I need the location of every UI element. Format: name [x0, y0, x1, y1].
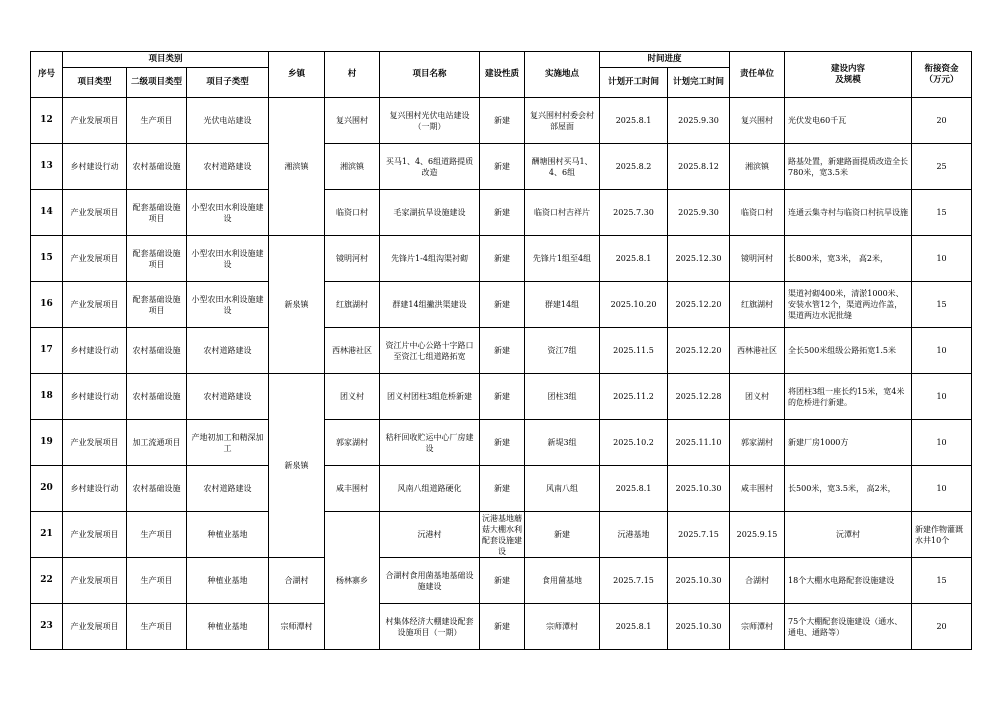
- cell-start: 2025.10.2: [600, 420, 668, 466]
- cell-no: 16: [31, 282, 63, 328]
- cell-type: 乡村建设行动: [63, 144, 127, 190]
- cell-name: 群建14组撇洪渠建设: [380, 282, 480, 328]
- cell-start: 2025.7.15: [668, 512, 730, 558]
- cell-content: 光伏发电60千瓦: [785, 98, 912, 144]
- table-row: [31, 236, 972, 282]
- cell-town: 杨林寨乡: [325, 512, 380, 650]
- cell-village: 复兴围村: [325, 98, 380, 144]
- cell-content: 75个大棚配套设施建设（通水、通电、通路等）: [785, 604, 912, 650]
- project-table: [30, 51, 972, 650]
- cell-no: 19: [31, 420, 63, 466]
- cell-name: 合湖村食用菌基地基础设施建设: [380, 558, 480, 604]
- cell-site: 团柱3组: [525, 374, 600, 420]
- cell-nature: 新建: [525, 512, 600, 558]
- cell-no: 13: [31, 144, 63, 190]
- header-end: 计划完工时间: [668, 68, 730, 98]
- cell-nature: 新建: [480, 236, 525, 282]
- cell-nature: 新建: [480, 282, 525, 328]
- header-second-type: 二级项目类型: [127, 68, 187, 98]
- cell-site: 复兴围村村委会村部屋面: [525, 98, 600, 144]
- cell-no: 17: [31, 328, 63, 374]
- cell-second-type: 配套基础设施项目: [127, 190, 187, 236]
- table-row: [31, 374, 972, 420]
- cell-site: 沅港基地: [600, 512, 668, 558]
- cell-end: 2025.9.15: [730, 512, 785, 558]
- cell-content: 18个大棚水电路配套设施建设: [785, 558, 912, 604]
- cell-end: 2025.12.20: [668, 328, 730, 374]
- cell-end: 2025.8.12: [668, 144, 730, 190]
- cell-sub-type: 小型农田水利设施建设: [187, 190, 269, 236]
- cell-nature: 新建: [480, 466, 525, 512]
- cell-start: 2025.11.2: [600, 374, 668, 420]
- header-category: 项目类别: [63, 52, 269, 68]
- cell-start: 2025.8.1: [600, 466, 668, 512]
- cell-end: 2025.12.30: [668, 236, 730, 282]
- cell-end: 2025.11.10: [668, 420, 730, 466]
- header-unit: 责任单位: [730, 52, 785, 98]
- header-sub-type: 项目子类型: [187, 68, 269, 98]
- cell-no: 20: [31, 466, 63, 512]
- cell-site: 临资口村吉祥片: [525, 190, 600, 236]
- cell-no: 23: [31, 604, 63, 650]
- cell-no: 15: [31, 236, 63, 282]
- cell-end: 2025.9.30: [668, 98, 730, 144]
- cell-town: 新泉镇: [269, 374, 325, 558]
- table-row: [31, 604, 972, 650]
- cell-sub-type: 农村道路建设: [187, 374, 269, 420]
- header-no: 序号: [31, 52, 63, 98]
- cell-fund: 25: [912, 144, 972, 190]
- cell-village: 团义村: [325, 374, 380, 420]
- cell-content: 渠道衬砌400米，清淤1000米、安装水管12个，渠道两边作盖，渠道两边水泥批缝: [785, 282, 912, 328]
- cell-village: 西林港社区: [325, 328, 380, 374]
- cell-village: 郭家湖村: [325, 420, 380, 466]
- cell-name: 秸秆回收贮运中心厂房建设: [380, 420, 480, 466]
- cell-type: 产业发展项目: [63, 190, 127, 236]
- cell-nature: 新建: [480, 190, 525, 236]
- cell-village: 合湖村: [269, 558, 325, 604]
- cell-content: 新建作物灌溉水井10个: [912, 512, 972, 558]
- cell-name: 复兴围村光伏电站建设（一期）: [380, 98, 480, 144]
- cell-unit: 合湖村: [730, 558, 785, 604]
- cell-end: 2025.10.30: [668, 466, 730, 512]
- cell-nature: 新建: [480, 420, 525, 466]
- cell-site: 宗师潭村: [525, 604, 600, 650]
- cell-fund: 20: [912, 98, 972, 144]
- cell-fund: 15: [912, 558, 972, 604]
- cell-content: 路基处置，新建路面提质改造全长780米，宽3.5米: [785, 144, 912, 190]
- cell-no: 14: [31, 190, 63, 236]
- cell-unit: 临资口村: [730, 190, 785, 236]
- header-nature: 建设性质: [480, 52, 525, 98]
- cell-town: 湘滨镇: [269, 98, 325, 236]
- cell-fund: 15: [912, 282, 972, 328]
- table-row: [31, 466, 972, 512]
- cell-start: 2025.7.15: [600, 558, 668, 604]
- cell-nature: 新建: [480, 558, 525, 604]
- cell-second-type: 农村基础设施: [127, 144, 187, 190]
- cell-fund: 10: [912, 374, 972, 420]
- cell-content: 将团柱3组一座长约15米，宽4米的危桥进行新建。: [785, 374, 912, 420]
- cell-unit: 团义村: [730, 374, 785, 420]
- cell-second-type: 农村基础设施: [127, 466, 187, 512]
- header-content-line1: 建设内容: [831, 63, 866, 74]
- cell-name: 风南八组道路硬化: [380, 466, 480, 512]
- cell-site: 酬塘围村买马1、4、6组: [525, 144, 600, 190]
- cell-fund: 10: [912, 420, 972, 466]
- cell-village: 红旗湖村: [325, 282, 380, 328]
- cell-start: 2025.8.1: [600, 604, 668, 650]
- cell-no: 21: [31, 512, 63, 558]
- cell-second-type: 加工流通项目: [127, 420, 187, 466]
- cell-second-type: 生产项目: [127, 558, 187, 604]
- cell-nature: 新建: [480, 98, 525, 144]
- cell-nature: 新建: [480, 144, 525, 190]
- cell-sub-type: 种植业基地: [187, 512, 269, 558]
- header-type: 项目类型: [63, 68, 127, 98]
- cell-sub-type: 产地初加工和精深加工: [187, 420, 269, 466]
- cell-type: 产业发展项目: [63, 420, 127, 466]
- table-row: [31, 190, 972, 236]
- cell-type: 产业发展项目: [63, 558, 127, 604]
- cell-end: 2025.9.30: [668, 190, 730, 236]
- cell-start: 2025.11.5: [600, 328, 668, 374]
- header-start: 计划开工时间: [600, 68, 668, 98]
- cell-start: 2025.7.30: [600, 190, 668, 236]
- cell-no: 18: [31, 374, 63, 420]
- cell-village: 咸丰围村: [325, 466, 380, 512]
- cell-start: 2025.8.2: [600, 144, 668, 190]
- cell-type: 产业发展项目: [63, 512, 127, 558]
- cell-sub-type: 种植业基地: [187, 604, 269, 650]
- cell-nature: 新建: [480, 328, 525, 374]
- cell-sub-type: 光伏电站建设: [187, 98, 269, 144]
- cell-unit: 红旗湖村: [730, 282, 785, 328]
- cell-unit: 镜明河村: [730, 236, 785, 282]
- header-town: 乡镇: [269, 52, 325, 98]
- cell-unit: 宗师潭村: [730, 604, 785, 650]
- cell-unit: 湘滨镇: [730, 144, 785, 190]
- cell-second-type: 配套基础设施项目: [127, 236, 187, 282]
- cell-unit: 沅潭村: [785, 512, 912, 558]
- cell-content: 新建厂房1000方: [785, 420, 912, 466]
- table-row: [31, 328, 972, 374]
- header-schedule: 时间进度: [600, 52, 730, 68]
- cell-sub-type: 小型农田水利设施建设: [187, 236, 269, 282]
- cell-type: 乡村建设行动: [63, 466, 127, 512]
- header-fund: [912, 52, 972, 98]
- cell-unit: 郭家湖村: [730, 420, 785, 466]
- cell-end: 2025.12.28: [668, 374, 730, 420]
- cell-type: 乡村建设行动: [63, 374, 127, 420]
- cell-second-type: 生产项目: [127, 604, 187, 650]
- cell-name: 村集体经济大棚建设配套设施项目（一期）: [380, 604, 480, 650]
- header-content: [785, 52, 912, 98]
- header-site: 实施地点: [525, 52, 600, 98]
- cell-site: 先锋片1组至4组: [525, 236, 600, 282]
- cell-unit: 西林港社区: [730, 328, 785, 374]
- cell-nature: 新建: [480, 374, 525, 420]
- cell-fund: 10: [912, 466, 972, 512]
- header-village: 村: [325, 52, 380, 98]
- header-fund-line1: 衔接资金: [924, 63, 959, 74]
- cell-town: 新泉镇: [269, 236, 325, 374]
- cell-start: 2025.10.20: [600, 282, 668, 328]
- table-row: [31, 144, 972, 190]
- cell-unit: 咸丰围村: [730, 466, 785, 512]
- cell-type: 产业发展项目: [63, 604, 127, 650]
- cell-site: 食用菌基地: [525, 558, 600, 604]
- table-row: [31, 420, 972, 466]
- cell-sub-type: 农村道路建设: [187, 144, 269, 190]
- cell-village: 沅港村: [380, 512, 480, 558]
- table-row: [31, 282, 972, 328]
- cell-type: 产业发展项目: [63, 236, 127, 282]
- cell-no: 22: [31, 558, 63, 604]
- cell-village: 临资口村: [325, 190, 380, 236]
- cell-name: 沅港基地蘑菇大棚水利配套设施建设: [480, 512, 525, 558]
- cell-village: 宗师潭村: [269, 604, 325, 650]
- table-row: [31, 512, 972, 558]
- cell-name: 毛家湖抗旱设施建设: [380, 190, 480, 236]
- cell-fund: 20: [912, 604, 972, 650]
- cell-content: 连通云集寺村与临资口村抗旱设施: [785, 190, 912, 236]
- cell-type: 乡村建设行动: [63, 328, 127, 374]
- cell-fund: 15: [912, 190, 972, 236]
- cell-site: 群建14组: [525, 282, 600, 328]
- cell-sub-type: 农村道路建设: [187, 466, 269, 512]
- header-name: 项目名称: [380, 52, 480, 98]
- cell-second-type: 生产项目: [127, 98, 187, 144]
- cell-end: 2025.10.30: [668, 604, 730, 650]
- cell-name: 资江片中心公路十字路口至资江七组道路拓宽: [380, 328, 480, 374]
- table-row: [31, 558, 972, 604]
- cell-no: 12: [31, 98, 63, 144]
- cell-second-type: 农村基础设施: [127, 374, 187, 420]
- header-content-line2: 及规模: [835, 74, 861, 85]
- cell-content: 长800米，宽3米， 高2米，: [785, 236, 912, 282]
- cell-name: 团义村团柱3组危桥新建: [380, 374, 480, 420]
- cell-end: 2025.10.30: [668, 558, 730, 604]
- cell-nature: 新建: [480, 604, 525, 650]
- cell-name: 先锋片1-4组沟渠衬砌: [380, 236, 480, 282]
- table-row: [31, 98, 972, 144]
- cell-type: 产业发展项目: [63, 282, 127, 328]
- cell-sub-type: 小型农田水利设施建设: [187, 282, 269, 328]
- cell-start: 2025.8.1: [600, 98, 668, 144]
- cell-site: 风南八组: [525, 466, 600, 512]
- cell-second-type: 生产项目: [127, 512, 187, 558]
- cell-end: 2025.12.20: [668, 282, 730, 328]
- cell-type: 产业发展项目: [63, 98, 127, 144]
- cell-content: 全长500米组级公路拓宽1.5米: [785, 328, 912, 374]
- header-fund-line2: （万元）: [924, 74, 959, 85]
- cell-content: 长500米，宽3.5米， 高2米，: [785, 466, 912, 512]
- cell-site: 新堤3组: [525, 420, 600, 466]
- cell-second-type: 配套基础设施项目: [127, 282, 187, 328]
- cell-sub-type: 种植业基地: [187, 558, 269, 604]
- cell-fund: 10: [912, 328, 972, 374]
- cell-start: 2025.8.1: [600, 236, 668, 282]
- cell-name: 买马1、4、6组道路提质改造: [380, 144, 480, 190]
- cell-unit: 复兴围村: [730, 98, 785, 144]
- cell-second-type: 农村基础设施: [127, 328, 187, 374]
- cell-village: 镜明河村: [325, 236, 380, 282]
- cell-fund: 10: [912, 236, 972, 282]
- cell-village: 湘滨镇: [325, 144, 380, 190]
- cell-site: 资江7组: [525, 328, 600, 374]
- cell-sub-type: 农村道路建设: [187, 328, 269, 374]
